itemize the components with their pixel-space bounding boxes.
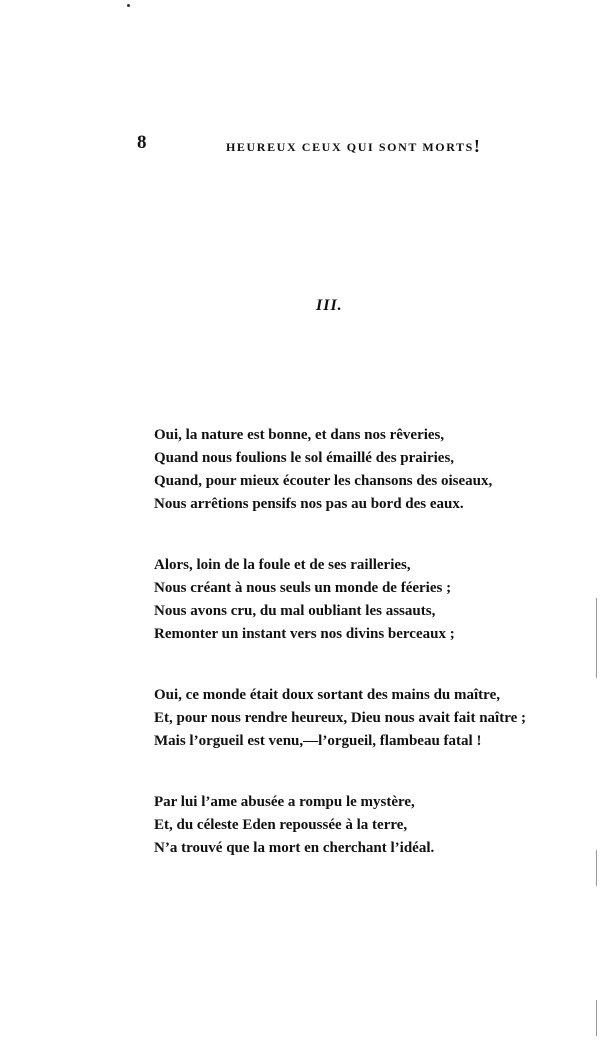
running-title-text: HEUREUX CEUX QUI SONT MORTS xyxy=(226,140,474,154)
section-number: III. xyxy=(316,297,343,314)
verse-line: N’a trouvé que la mort en cherchant l’idéal. xyxy=(154,840,435,856)
stanza-4 xyxy=(154,791,526,860)
verse-line: Par lui l’ame abusée a rompu le mystère, xyxy=(154,794,415,810)
verse-line: Mais l’orgueil est venu,—l’orgueil, flambeau fatal ! xyxy=(154,733,482,749)
stanza-1 xyxy=(154,424,526,516)
verse-line: Quand, pour mieux écouter les chansons des oiseaux, xyxy=(154,473,493,489)
scan-edge-mark xyxy=(596,850,597,886)
verse-line: Oui, la nature est bonne, et dans nos rêveries, xyxy=(154,427,445,443)
page-number: 8 xyxy=(137,132,147,153)
verse-line: Nous avons cru, du mal oubliant les assauts, xyxy=(154,603,436,619)
verse-line: Alors, loin de la foule et de ses railleries, xyxy=(154,557,411,573)
running-title xyxy=(226,136,480,157)
verse-line: Remonter un instant vers nos divins berceaux ; xyxy=(154,626,455,642)
verse-line: Et, du céleste Eden repoussée à la terre, xyxy=(154,817,408,833)
verse-line: Quand nous foulions le sol émaillé des prairies, xyxy=(154,450,455,466)
verse-line: Et, pour nous rendre heureux, Dieu nous avait fait naître ; xyxy=(154,710,526,726)
stanza-3 xyxy=(154,684,526,753)
verse-line: Oui, ce monde était doux sortant des mains du maître, xyxy=(154,687,500,703)
ink-speck xyxy=(127,4,130,7)
scan-edge-mark xyxy=(596,598,597,678)
stanza-2 xyxy=(154,554,526,646)
verse-line: Nous arrêtions pensifs nos pas au bord des eaux. xyxy=(154,496,464,512)
scan-edge-mark xyxy=(596,1000,597,1036)
poem xyxy=(154,424,526,898)
verse-line: Nous créant à nous seuls un monde de féeries ; xyxy=(154,580,452,596)
running-title-punctuation: ! xyxy=(473,136,480,156)
